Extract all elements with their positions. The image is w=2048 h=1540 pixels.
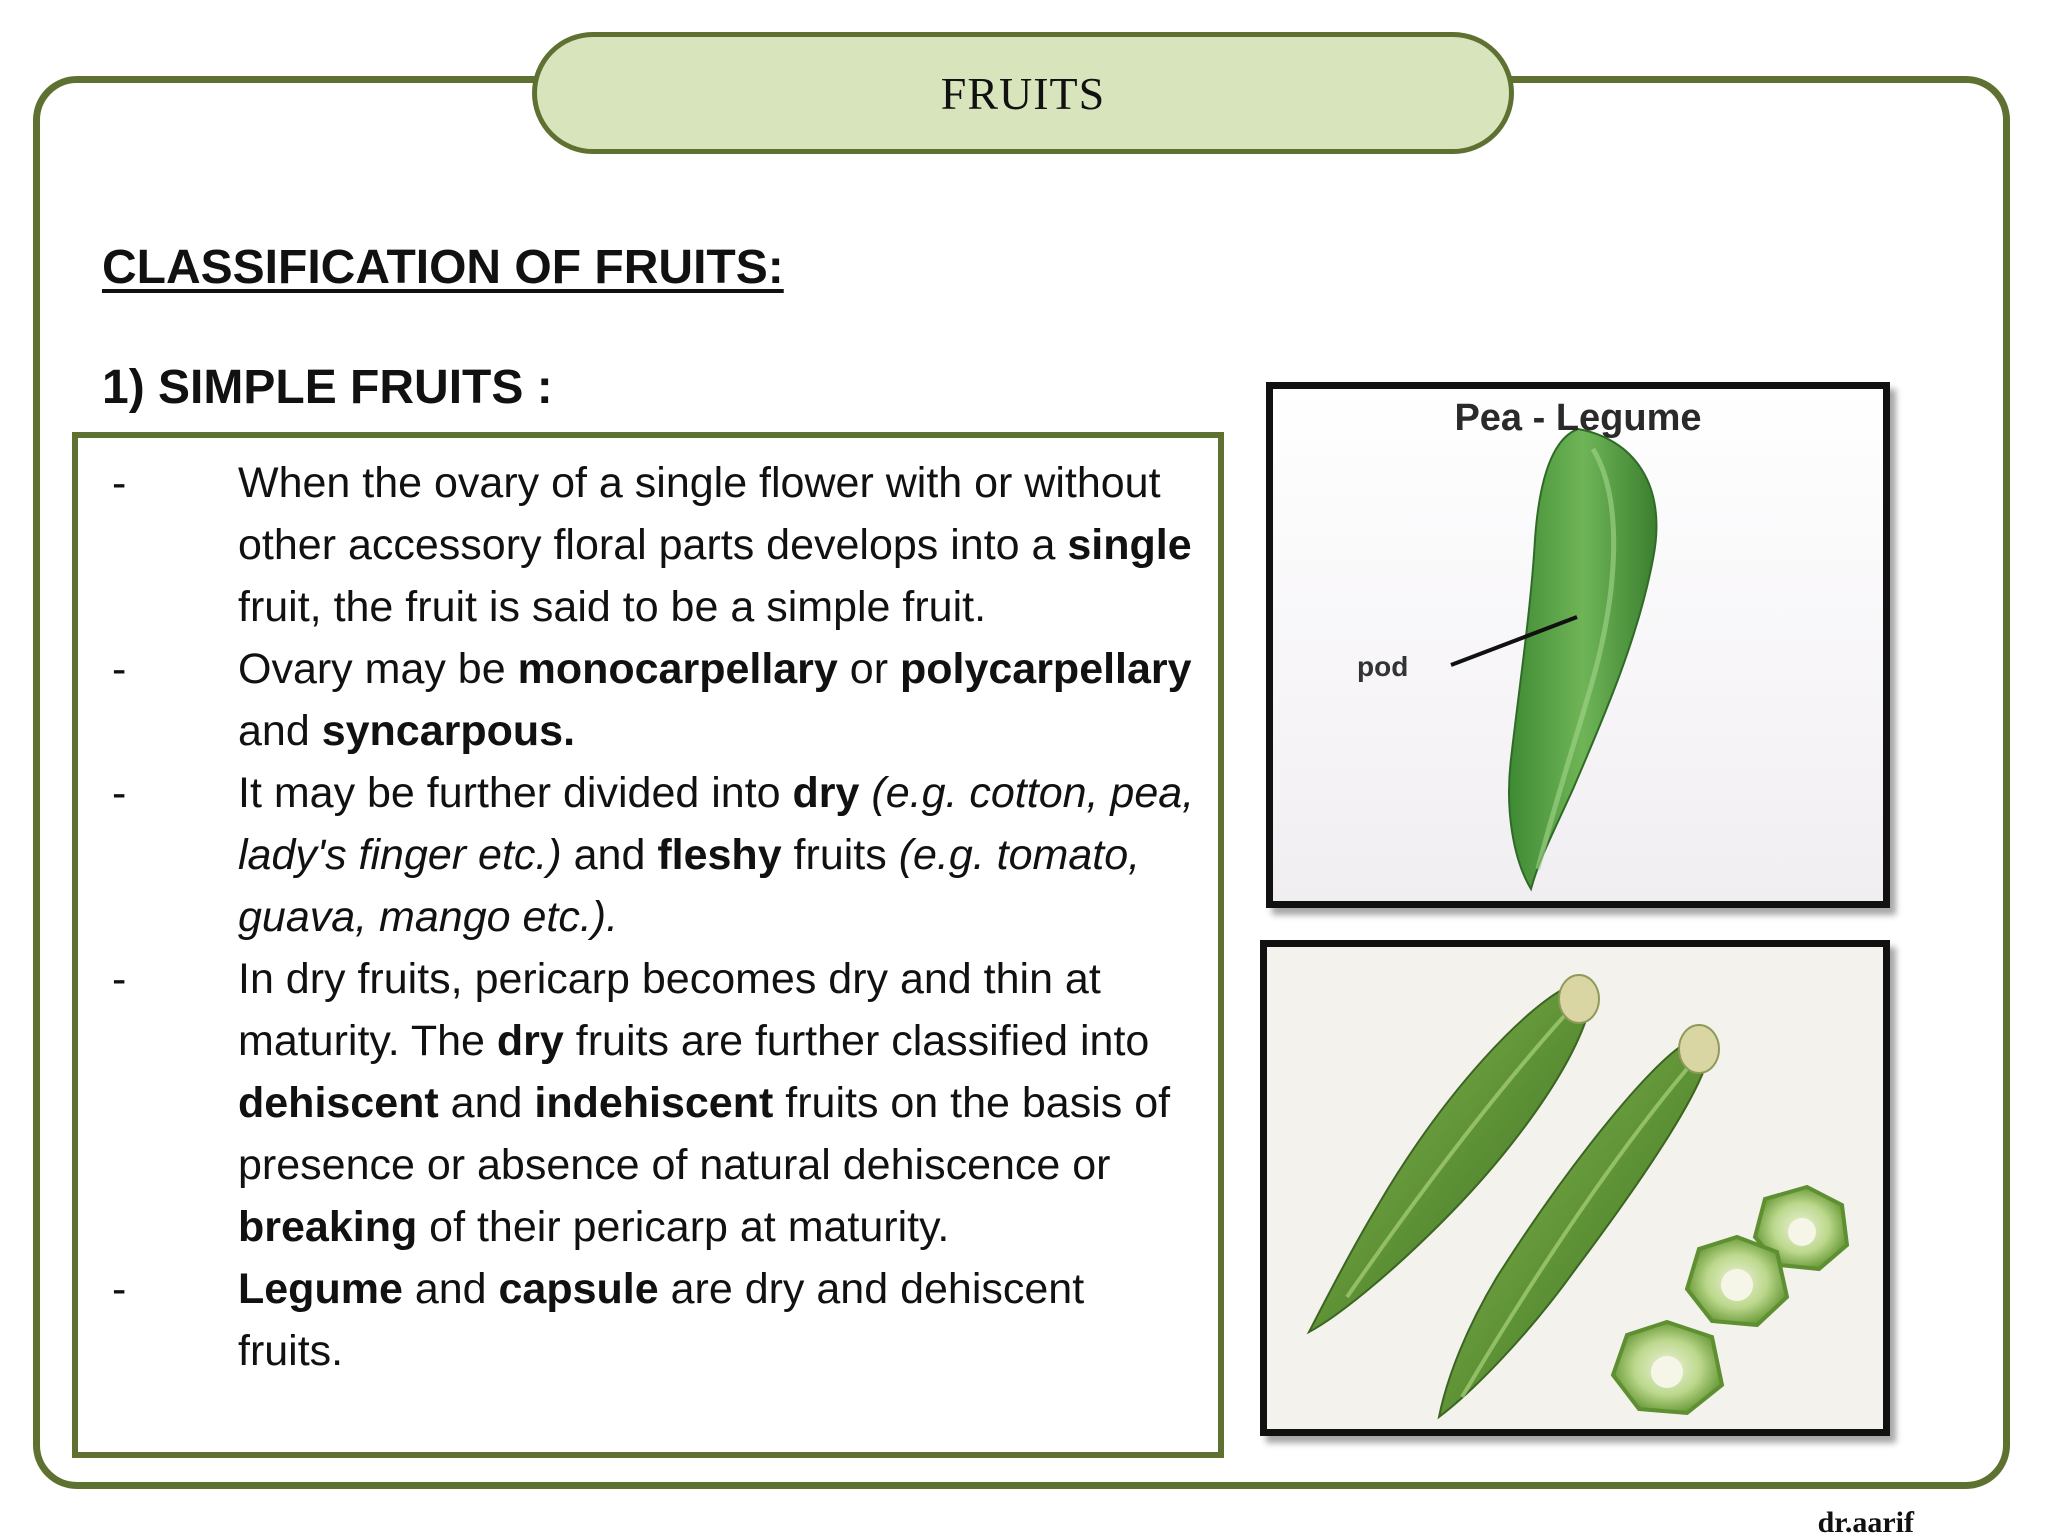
author-credit: dr.aarif — [1817, 1506, 1914, 1539]
text-run: and — [561, 831, 658, 879]
text-run: are dry and dehiscent fruits. — [238, 1265, 1085, 1375]
pea-pod-illustration — [1273, 389, 1883, 901]
text-run: fruits on the basis of presence or absence of natural dehiscence or — [238, 1079, 1171, 1189]
bold-term: capsule — [498, 1265, 659, 1313]
text-run: or — [837, 645, 900, 693]
text-run: of their pericarp at maturity. — [417, 1203, 950, 1251]
bold-term: single — [1067, 521, 1192, 569]
bold-term: Legume — [238, 1265, 403, 1313]
bullet-item — [96, 762, 1200, 948]
text-run: When the ovary of a single flower with or without other accessory floral parts develops into a — [238, 459, 1161, 569]
bullet-marker: - — [112, 955, 127, 1003]
bullet-marker: - — [112, 1265, 127, 1313]
section-heading: 1) SIMPLE FRUITS : — [102, 361, 553, 414]
text-run — [859, 769, 871, 817]
bold-term: breaking — [238, 1203, 418, 1251]
bold-term: polycarpellary — [899, 645, 1192, 693]
pod-pointer-label: pod — [1357, 651, 1409, 682]
bullet-marker: - — [112, 769, 127, 817]
text-run: and — [238, 707, 322, 755]
text-box — [72, 432, 1224, 1458]
bullet-item — [96, 452, 1200, 638]
text-run: Ovary may be — [238, 645, 518, 693]
example-text: (e.g. cotton, pea, lady's finger etc.) — [238, 769, 1195, 879]
text-run: In dry fruits, pericarp becomes dry and thin at maturity. The — [238, 955, 1101, 1065]
bullet-item — [96, 948, 1200, 1258]
okra-stem-left — [1559, 975, 1599, 1023]
pea-legume-image — [1266, 382, 1890, 908]
text-run: fruit, the fruit is said to be a simple fruit. — [238, 583, 987, 631]
example-text: (e.g. tomato, guava, mango etc.). — [238, 831, 1141, 941]
bullet-item — [96, 638, 1200, 762]
bullet-marker: - — [112, 645, 127, 693]
okra-stem-right — [1679, 1025, 1719, 1073]
okra-slice — [1613, 1322, 1722, 1413]
text-run: fruits — [781, 831, 899, 879]
bold-term: dry — [496, 1017, 564, 1065]
bullet-list — [96, 452, 1200, 1382]
text-run: fruits are further classified into — [563, 1017, 1150, 1065]
bold-term: dehiscent — [238, 1079, 439, 1127]
pea-figure-label: Pea - Legume — [1454, 397, 1702, 439]
bold-term: monocarpellary — [517, 645, 838, 693]
bold-term: fleshy — [657, 831, 782, 879]
okra-image — [1260, 940, 1890, 1436]
bold-term: dry — [792, 769, 860, 817]
bullet-marker: - — [112, 459, 127, 507]
text-run: and — [438, 1079, 535, 1127]
title-tab — [532, 32, 1514, 154]
okra-illustration — [1267, 947, 1883, 1429]
text-run: It may be further divided into — [238, 769, 793, 817]
text-run: and — [402, 1265, 499, 1313]
bullet-item — [96, 1258, 1200, 1382]
slide-title: FRUITS — [940, 67, 1106, 119]
page-heading: CLASSIFICATION OF FRUITS: — [102, 241, 784, 294]
bold-term: indehiscent — [534, 1079, 774, 1127]
bold-term: syncarpous. — [321, 707, 576, 755]
